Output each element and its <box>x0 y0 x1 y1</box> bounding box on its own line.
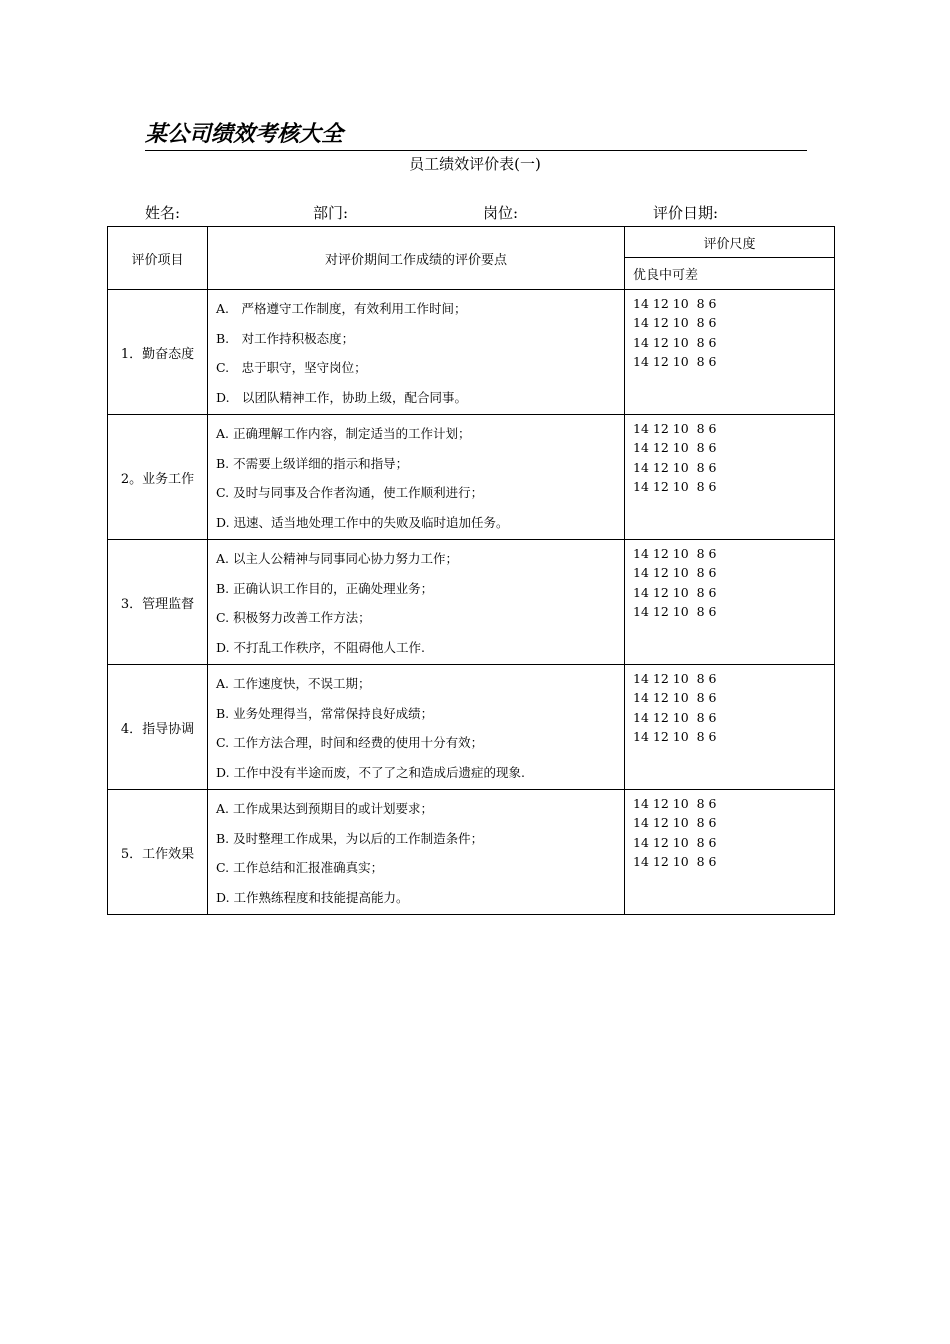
score-scale: 14 12 10 8 6 <box>633 440 717 456</box>
score-scale: 14 12 10 8 6 <box>633 353 717 369</box>
criteria-item: D. 以团队精神工作，协助上级，配合同事。 <box>216 389 468 405</box>
score-scale: 14 12 10 8 6 <box>633 584 717 600</box>
info-fields <box>0 202 950 224</box>
score-cell <box>625 540 835 665</box>
category-cell: 1．勤奋态度 <box>108 290 208 415</box>
criteria-item: A. 工作成果达到预期目的或计划要求； <box>216 801 433 816</box>
score-scale: 14 12 10 8 6 <box>633 334 717 350</box>
score-scale: 14 12 10 8 6 <box>633 834 717 850</box>
criteria-item: D. 工作中没有半途而废，不了了之和造成后遗症的现象. <box>216 764 525 780</box>
table-body <box>108 290 835 915</box>
criteria-item: C. 工作方法合理，时间和经费的使用十分有效； <box>216 735 484 750</box>
criteria-cell <box>208 415 625 540</box>
criteria-cell <box>208 790 625 915</box>
score-scale: 14 12 10 8 6 <box>633 815 717 831</box>
criteria-item: B. 正确认识工作目的，正确处理业务； <box>216 580 434 596</box>
score-scale: 14 12 10 8 6 <box>633 853 717 869</box>
table-row <box>108 290 835 415</box>
name-label: 姓名: <box>145 204 181 222</box>
header-item: 评价项目 <box>108 227 208 290</box>
form-subtitle: 员工绩效评价表(一) <box>409 155 541 173</box>
criteria-item: C. 忠于职守，坚守岗位； <box>216 360 367 375</box>
header-scale: 评价尺度 <box>625 227 835 258</box>
criteria-item: A. 正确理解工作内容，制定适当的工作计划； <box>216 426 471 441</box>
criteria-item: C. 积极努力改善工作方法； <box>216 610 371 625</box>
position-label: 岗位: <box>483 204 519 222</box>
document-title: 某公司绩效考核大全 <box>145 120 807 151</box>
criteria-item: A. 工作速度快，不误工期； <box>216 676 371 691</box>
criteria-item: C. 及时与同事及合作者沟通，使工作顺利进行； <box>216 485 484 500</box>
table-row <box>108 790 835 915</box>
score-scale: 14 12 10 8 6 <box>633 671 717 686</box>
score-scale: 14 12 10 8 6 <box>633 796 717 811</box>
score-scale: 14 12 10 8 6 <box>633 478 717 494</box>
criteria-item: D. 工作熟练程度和技能提高能力。 <box>216 889 409 905</box>
score-scale: 14 12 10 8 6 <box>633 315 717 331</box>
category-cell: 3．管理监督 <box>108 540 208 665</box>
criteria-cell <box>208 540 625 665</box>
criteria-item: A. 以主人公精神与同事同心协力努力工作； <box>216 551 458 566</box>
date-label: 评价日期: <box>653 204 719 222</box>
score-scale: 14 12 10 8 6 <box>633 728 717 744</box>
criteria-item: D. 不打乱工作秩序，不阻碍他人工作. <box>216 639 425 655</box>
table-row <box>108 540 835 665</box>
category-cell: 4．指导协调 <box>108 665 208 790</box>
criteria-item: A. 严格遵守工作制度，有效利用工作时间； <box>216 301 467 316</box>
category-cell: 2。业务工作 <box>108 415 208 540</box>
criteria-item: B. 不需要上级详细的指示和指导； <box>216 455 409 471</box>
table-row <box>108 415 835 540</box>
criteria-cell <box>208 665 625 790</box>
score-scale: 14 12 10 8 6 <box>633 459 717 475</box>
criteria-item: B. 及时整理工作成果，为以后的工作制造条件； <box>216 830 484 846</box>
score-cell <box>625 290 835 415</box>
score-scale: 14 12 10 8 6 <box>633 709 717 725</box>
score-cell <box>625 415 835 540</box>
header-points: 对评价期间工作成绩的评价要点 <box>208 227 625 290</box>
criteria-item: D. 迅速、适当地处理工作中的失败及临时追加任务。 <box>216 514 509 530</box>
category-cell: 5．工作效果 <box>108 790 208 915</box>
score-scale: 14 12 10 8 6 <box>633 603 717 619</box>
department-label: 部门: <box>313 204 349 222</box>
evaluation-table <box>107 226 835 915</box>
score-cell <box>625 790 835 915</box>
score-cell <box>625 665 835 790</box>
score-scale: 14 12 10 8 6 <box>633 546 717 561</box>
criteria-cell <box>208 290 625 415</box>
score-scale: 14 12 10 8 6 <box>633 565 717 581</box>
criteria-item: C. 工作总结和汇报准确真实； <box>216 860 384 875</box>
score-scale: 14 12 10 8 6 <box>633 690 717 706</box>
score-scale: 14 12 10 8 6 <box>633 296 717 311</box>
criteria-item: B. 业务处理得当，常常保持良好成绩； <box>216 705 434 721</box>
header-scale-levels: 优良中可差 <box>625 258 835 290</box>
criteria-item: B. 对工作持积极态度； <box>216 330 355 346</box>
score-scale: 14 12 10 8 6 <box>633 421 717 436</box>
table-row <box>108 665 835 790</box>
